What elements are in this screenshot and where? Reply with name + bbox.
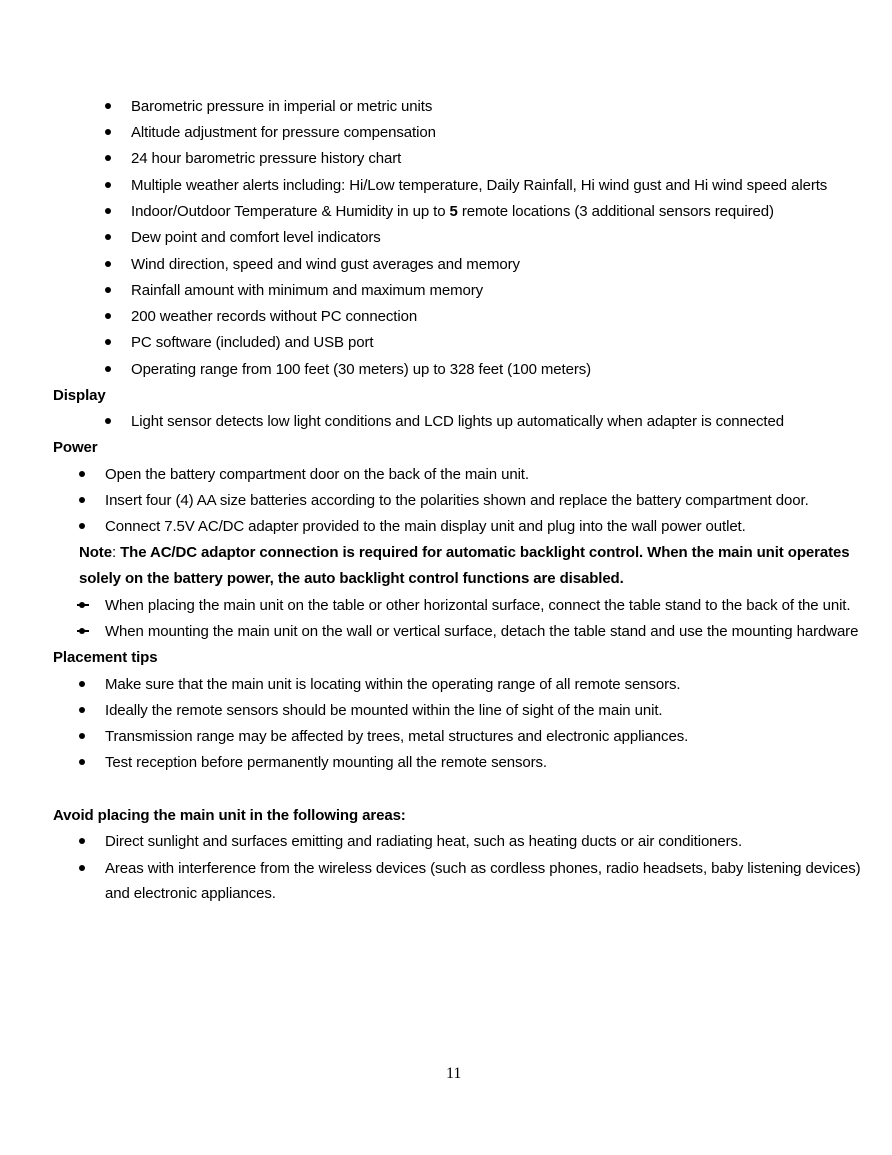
bullet-icon <box>105 228 111 248</box>
feature-item: Barometric pressure in imperial or metric units <box>131 98 433 115</box>
power-extra-item: When mounting the main unit on the wall or vertical surface, detach the table stand and use the mounting hardware <box>105 623 859 640</box>
bullet-icon <box>105 97 111 117</box>
note-label: Note <box>79 544 112 561</box>
power-heading: Power <box>53 439 98 456</box>
bullet-icon <box>105 412 111 432</box>
feature-item: Wind direction, speed and wind gust averages and memory <box>131 256 520 273</box>
bullet-icon <box>79 701 85 721</box>
avoid-item: Direct sunlight and surfaces emitting and radiating heat, such as heating ducts or air conditioners. <box>105 833 743 850</box>
avoid-heading: Avoid placing the main unit in the following areas: <box>53 807 406 824</box>
feature-item <box>131 202 774 222</box>
feature-item: Dew point and comfort level indicators <box>131 229 381 246</box>
bullet-icon <box>105 202 111 222</box>
bullet-icon <box>79 465 85 485</box>
bullet-icon <box>105 255 111 275</box>
placement-item: Transmission range may be affected by trees, metal structures and electronic appliances. <box>105 728 689 745</box>
power-item: Connect 7.5V AC/DC adapter provided to the main display unit and plug into the wall power outlet. <box>105 518 746 535</box>
struck-bullet-icon <box>79 622 85 642</box>
bullet-icon <box>105 123 111 143</box>
feature-item: Multiple weather alerts including: Hi/Low temperature, Daily Rainfall, Hi wind gust and Hi wind speed alerts <box>131 177 828 194</box>
placement-item: Make sure that the main unit is locating within the operating range of all remote sensors. <box>105 676 681 693</box>
power-note-continued: solely on the battery power, the auto backlight control functions are disabled. <box>79 570 624 587</box>
avoid-item-continued: and electronic appliances. <box>105 885 276 902</box>
struck-bullet-icon <box>79 596 85 616</box>
bullet-icon <box>105 307 111 327</box>
feature-item: Altitude adjustment for pressure compensation <box>131 124 436 141</box>
avoid-item: Areas with interference from the wireless devices (such as cordless phones, radio headsets, baby listening devices) <box>105 860 861 877</box>
bullet-icon <box>79 517 85 537</box>
note-text: The AC/DC adaptor connection is required for automatic backlight control. When the main unit operates <box>120 544 850 561</box>
feature-item: Operating range from 100 feet (30 meters) up to 328 feet (100 meters) <box>131 361 592 378</box>
bullet-icon <box>79 675 85 695</box>
bullet-icon <box>105 281 111 301</box>
placement-heading: Placement tips <box>53 649 158 666</box>
feature-text: remote locations (3 additional sensors required) <box>457 203 774 220</box>
power-item: Insert four (4) AA size batteries according to the polarities shown and replace the battery compartment door. <box>105 492 809 509</box>
bullet-icon <box>105 176 111 196</box>
feature-bold-number: 5 <box>449 203 458 220</box>
display-item: Light sensor detects low light conditions and LCD lights up automatically when adapter is connected <box>131 413 784 430</box>
bullet-icon <box>79 832 85 852</box>
feature-text: Indoor/Outdoor Temperature & Humidity in up to <box>131 203 450 220</box>
note-colon: : <box>111 544 121 561</box>
display-heading: Display <box>53 387 106 404</box>
bullet-icon <box>105 333 111 353</box>
bullet-icon <box>105 149 111 169</box>
bullet-icon <box>79 491 85 511</box>
placement-item: Ideally the remote sensors should be mounted within the line of sight of the main unit. <box>105 702 663 719</box>
bullet-icon <box>79 727 85 747</box>
bullet-icon <box>105 360 111 380</box>
power-note <box>79 543 850 563</box>
placement-item: Test reception before permanently mounting all the remote sensors. <box>105 754 547 771</box>
bullet-icon <box>79 859 85 879</box>
bullet-icon <box>79 753 85 773</box>
feature-item: Rainfall amount with minimum and maximum memory <box>131 282 484 299</box>
feature-item: 24 hour barometric pressure history chart <box>131 150 402 167</box>
feature-item: PC software (included) and USB port <box>131 334 374 351</box>
power-extra-item: When placing the main unit on the table or other horizontal surface, connect the table stand to the back of the unit. <box>105 597 851 614</box>
feature-item: 200 weather records without PC connection <box>131 308 418 325</box>
power-item: Open the battery compartment door on the back of the main unit. <box>105 466 529 483</box>
page-number: 11 <box>446 1065 462 1082</box>
